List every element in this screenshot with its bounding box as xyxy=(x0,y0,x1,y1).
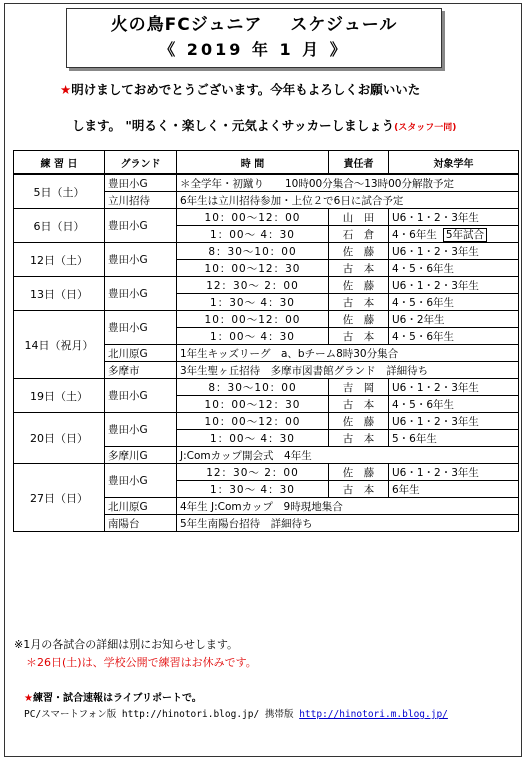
grade-cell: U6・1・2・3年生 xyxy=(389,277,519,294)
leader-cell: 古 本 xyxy=(329,396,389,413)
leader-cell: 吉 岡 xyxy=(329,379,389,396)
ground-cell: 南陽台 xyxy=(105,515,177,532)
ground-cell: 北川原G xyxy=(105,498,177,515)
leader-cell: 佐 藤 xyxy=(329,243,389,260)
ground-cell: 豊田小G xyxy=(105,209,177,243)
staff-signature: (スタッフ一同) xyxy=(394,123,457,133)
game-note-badge: 5年試合 xyxy=(443,228,487,242)
ground-cell: 立川招待 xyxy=(105,192,177,209)
detail-cell: ＊全学年・初蹴り 10時00分集合～13時00分解散予定 xyxy=(177,174,519,192)
grade-cell: 5・6年生 xyxy=(389,430,519,447)
leader-cell: 山 田 xyxy=(329,209,389,226)
date-cell: 14日（祝月） xyxy=(14,311,105,379)
table-row xyxy=(14,209,519,226)
ground-cell: 多摩川G xyxy=(105,447,177,464)
blog-links xyxy=(24,706,448,720)
time-cell: 1：00～ 4：30 xyxy=(177,226,329,243)
table-row xyxy=(14,413,519,430)
grade-cell: U6・2年生 xyxy=(389,311,519,328)
grade-cell: U6・1・2・3年生 xyxy=(389,243,519,260)
date-cell: 20日（日） xyxy=(14,413,105,464)
date-cell: 5日（土） xyxy=(14,174,105,209)
star-icon: ★ xyxy=(60,82,72,97)
time-cell: 10：00～12：00 xyxy=(177,311,329,328)
mobile-label: 携帯版 xyxy=(264,709,294,720)
month-heading: 《 2019 年 1 月 》 xyxy=(159,40,349,59)
grade-cell: U6・1・2・3年生 xyxy=(389,209,519,226)
leader-cell: 古 本 xyxy=(329,481,389,498)
time-cell: 1：00～ 4：30 xyxy=(177,328,329,345)
detail-cell: 3年生聖ヶ丘招待 多摩市図書館グランド 詳細待ち xyxy=(177,362,519,379)
time-cell: 8：30～10：00 xyxy=(177,379,329,396)
grade-cell: 4・5・6年生 xyxy=(389,396,519,413)
grade-cell: 4・5・6年生 xyxy=(389,294,519,311)
leader-cell: 古 本 xyxy=(329,328,389,345)
leader-cell: 古 本 xyxy=(329,260,389,277)
leader-cell: 石 倉 xyxy=(329,226,389,243)
note-match-details: ※1月の各試合の詳細は別にお知らせします。 xyxy=(14,638,239,651)
table-row xyxy=(14,243,519,260)
date-cell: 6日（日） xyxy=(14,209,105,243)
leader-cell: 佐 藤 xyxy=(329,413,389,430)
title-box xyxy=(66,8,442,68)
leader-cell: 古 本 xyxy=(329,430,389,447)
grade-cell: 6年生 xyxy=(389,481,519,498)
time-cell: 10：00～12：00 xyxy=(177,209,329,226)
table-row xyxy=(14,464,519,481)
detail-cell: 6年生は立川招待参加・上位２で6日に試合予定 xyxy=(177,192,519,209)
note-holiday: ＊26日(土)は、学校公開で練習はお休みです。 xyxy=(26,656,257,669)
table-header-row xyxy=(14,151,519,175)
grade-cell: U6・1・2・3年生 xyxy=(389,464,519,481)
header-date: 練 習 日 xyxy=(14,151,105,175)
time-cell: 12：30～ 2：00 xyxy=(177,464,329,481)
header-grade: 対象学年 xyxy=(389,151,519,175)
ground-cell: 豊田小G xyxy=(105,174,177,192)
greeting-line-1: ★明けましておめでとうございます。今年もよろしくお願いいた xyxy=(60,82,421,97)
grade-cell: 4・5・6年生 xyxy=(389,328,519,345)
grade-cell: 4・5・6年生 xyxy=(389,260,519,277)
time-cell: 12：30～ 2：00 xyxy=(177,277,329,294)
note-live-report: ★練習・試合速報はライブリポートで。 xyxy=(24,693,202,704)
table-row xyxy=(14,174,519,192)
star-icon: ★ xyxy=(24,693,33,704)
detail-cell: J:Comカップ開会式 4年生 xyxy=(177,447,519,464)
leader-cell: 佐 藤 xyxy=(329,277,389,294)
detail-cell: 5年生南陽台招待 詳細待ち xyxy=(177,515,519,532)
ground-cell: 豊田小G xyxy=(105,413,177,447)
header-time: 時 間 xyxy=(177,151,329,175)
header-leader: 責任者 xyxy=(329,151,389,175)
leader-cell: 古 本 xyxy=(329,294,389,311)
table-row xyxy=(14,311,519,328)
schedule-table xyxy=(13,150,519,532)
mobile-blog-link[interactable]: http://hinotori.m.blog.jp/ xyxy=(299,709,448,720)
date-cell: 19日（土） xyxy=(14,379,105,413)
ground-cell: 豊田小G xyxy=(105,243,177,277)
date-cell: 13日（日） xyxy=(14,277,105,311)
date-cell: 12日（土） xyxy=(14,243,105,277)
date-cell: 27日（日） xyxy=(14,464,105,532)
detail-cell: 4年生 J:Comカップ 9時現地集合 xyxy=(177,498,519,515)
time-cell: 10：00～12：30 xyxy=(177,260,329,277)
time-cell: 8：30～10：00 xyxy=(177,243,329,260)
time-cell: 10：00～12：30 xyxy=(177,396,329,413)
time-cell: 1：00～ 4：30 xyxy=(177,430,329,447)
leader-cell: 佐 藤 xyxy=(329,311,389,328)
time-cell: 10：00～12：00 xyxy=(177,413,329,430)
time-cell: 1：30～ 4：30 xyxy=(177,481,329,498)
ground-cell: 豊田小G xyxy=(105,379,177,413)
detail-cell: 1年生キッズリーグ a、bチーム8時30分集合 xyxy=(177,345,519,362)
grade-cell: U6・1・2・3年生 xyxy=(389,413,519,430)
page-title: 火の鳥FCジュニア スケジュール xyxy=(110,15,398,35)
ground-cell: 北川原G xyxy=(105,345,177,362)
leader-cell: 佐 藤 xyxy=(329,464,389,481)
table-row xyxy=(14,277,519,294)
ground-cell: 豊田小G xyxy=(105,464,177,498)
grade-cell: 4・6年生 5年試合 xyxy=(389,226,519,243)
ground-cell: 豊田小G xyxy=(105,311,177,345)
time-cell: 1：30～ 4：30 xyxy=(177,294,329,311)
grade-cell: U6・1・2・3年生 xyxy=(389,379,519,396)
pc-blog-label: PC/スマートフォン版 http://hinotori.blog.jp/ xyxy=(24,709,260,720)
ground-cell: 多摩市 xyxy=(105,362,177,379)
header-ground: グランド xyxy=(105,151,177,175)
ground-cell: 豊田小G xyxy=(105,277,177,311)
greeting-line-2: します。 "明るく・楽しく・元気よくサッカーしましょう(スタッフ一同) xyxy=(72,118,457,133)
table-row xyxy=(14,379,519,396)
